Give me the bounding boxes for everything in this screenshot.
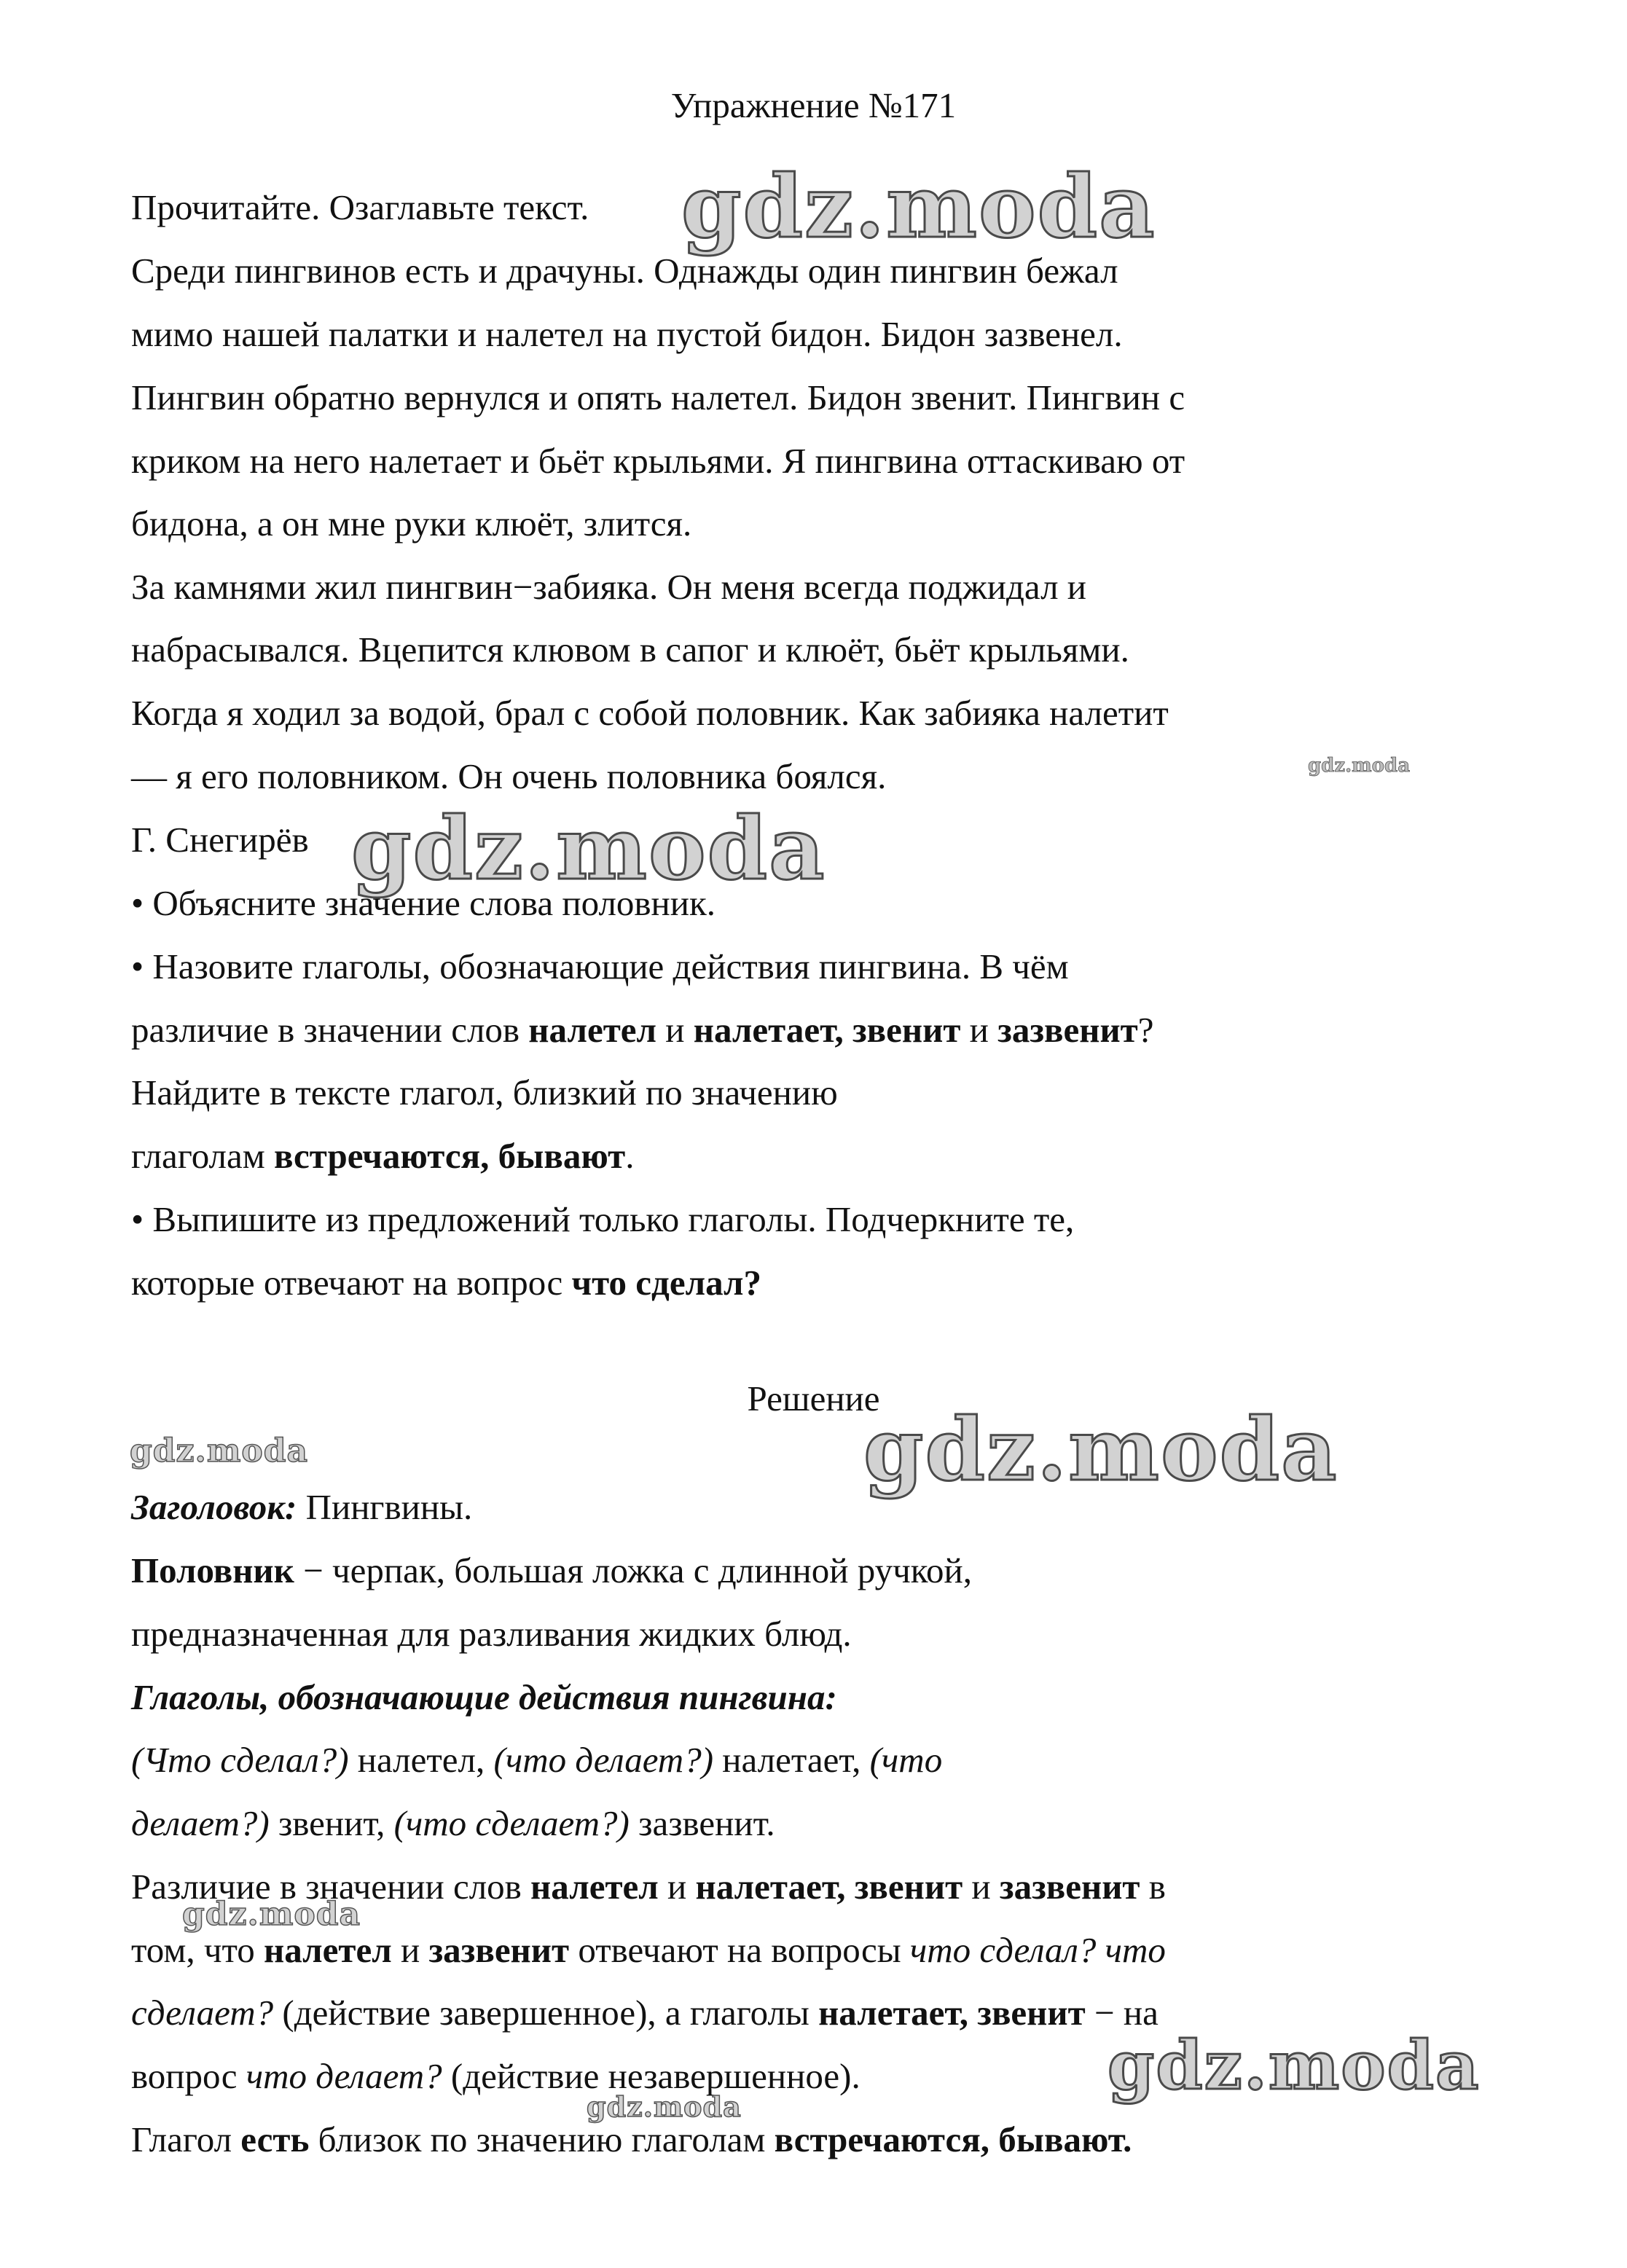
question-2-line-3: Найдите в тексте глагол, близкий по значению [131, 1072, 838, 1113]
question-3-line-1: • Выпишите из предложений только глаголы. Подчеркните те, [131, 1199, 1075, 1239]
text-line-2: мимо нашей палатки и налетел на пустой бидон. Бидон зазвенел. [131, 314, 1123, 354]
text-line-4: криком на него налетает и бьёт крыльями. Я пингвина оттаскиваю от [131, 441, 1185, 481]
ladle-definition-line-1: Половник − черпак, большая ложка с длинной ручкой, [131, 1550, 973, 1590]
text-line-6: За камнями жил пингвин−забияка. Он меня всегда поджидал и [131, 567, 1086, 607]
watermark-logo: gdz.moda [1308, 755, 1411, 777]
question-2-line-4: глаголам встречаются, бывают. [131, 1136, 635, 1176]
verbs-line-2: делает?) звенит, (что сделает?) зазвенит. [131, 1803, 775, 1843]
text-line-7: набрасывался. Вцепится клювом в сапог и клюёт, бьёт крыльями. [131, 629, 1129, 670]
text-line-9: — я его половником. Он очень половника боялся. [131, 756, 887, 796]
author: Г. Снегирёв [131, 820, 309, 860]
question-2-line-1: • Назовите глаголы, обозначающие действия пингвина. В чём [131, 946, 1069, 986]
text-line-3: Пингвин обратно вернулся и опять налетел. Бидон звенит. Пингвин с [131, 377, 1185, 417]
difference-line-4: вопрос что делает? (действие незавершенное). [131, 2056, 860, 2096]
verbs-line-1: (Что сделал?) налетел, (что делает?) налетает, (что [131, 1740, 943, 1780]
exercise-title: Упражнение №171 [670, 85, 957, 125]
solution-heading: Решение [747, 1378, 880, 1419]
question-1: • Объясните значение слова половник. [131, 883, 716, 923]
question-2-line-2: различие в значении слов налетел и налетает, звенит и зазвенит? [131, 1010, 1154, 1050]
task-instruction: Прочитайте. Озаглавьте текст. [131, 187, 589, 227]
difference-line-2: том, что налетел и зазвенит отвечают на вопросы что сделал? что [131, 1930, 1166, 1970]
difference-line-1: Различие в значении слов налетел и налетает, звенит и зазвенит в [131, 1867, 1166, 1907]
text-line-8: Когда я ходил за водой, брал с собой половник. Как забияка налетит [131, 693, 1169, 733]
solution-title: Заголовок: Пингвины. [131, 1487, 473, 1527]
watermark-logo: gdz.moda [351, 798, 826, 899]
watermark-logo: gdz.moda [587, 2090, 742, 2123]
text-line-5: бидона, а он мне руки клюёт, злится. [131, 503, 692, 544]
verbs-heading: Глаголы, обозначающие действия пингвина: [131, 1677, 837, 1717]
difference-line-3: сделает? (действие завершенное), а глаголы налетает, звенит − на [131, 1993, 1158, 2033]
text-line-1: Среди пингвинов есть и драчуны. Однажды один пингвин бежал [131, 251, 1118, 291]
question-3-line-2: которые отвечают на вопрос что сделал? [131, 1263, 762, 1303]
watermark-logo: gdz.moda [130, 1432, 309, 1470]
watermark-logo: gdz.moda [182, 1896, 361, 1933]
watermark-logo: gdz.moda [681, 156, 1156, 257]
watermark-logo: gdz.moda [863, 1399, 1338, 1500]
watermark-logo: gdz.moda [1107, 2026, 1481, 2105]
ladle-definition-line-2: предназначенная для разливания жидких блюд. [131, 1614, 852, 1654]
final-line: Глагол есть близок по значению глаголам встречаются, бывают. [131, 2119, 1132, 2159]
